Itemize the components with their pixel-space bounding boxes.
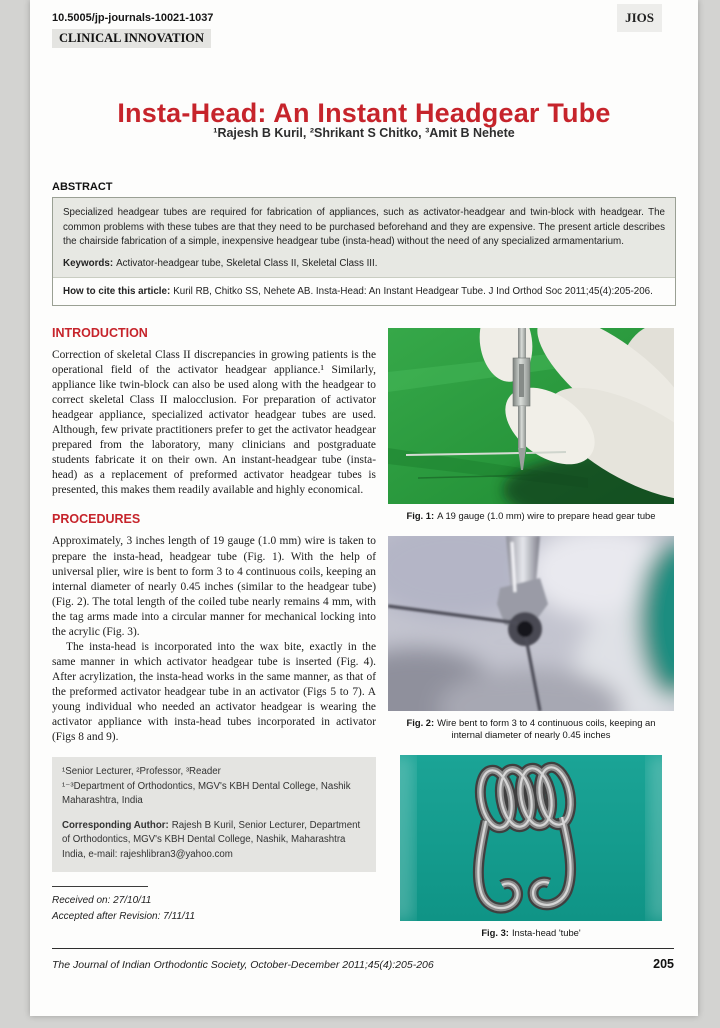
corresponding-author-label: Corresponding Author: [62, 819, 169, 831]
author-affiliation: ¹⁻³Department of Orthodontics, MGV's KBH Dental College, Nashik Maharashtra, India [62, 780, 351, 807]
journal-logo-badge: JIOS [617, 4, 662, 32]
article-title: Insta-Head: An Instant Headgear Tube [117, 98, 611, 129]
abstract-body: Specialized headgear tubes are required for fabrication of appliances, such as activator-headgear and twin-block with headgear. The common problems with these tubes are that they need to be purchased beforehand and they are expensive. The present article describes the chairside fabrication of a simple, inexpensive headgear tube (insta-head) without the need of any specialized armamentarium. [63, 207, 665, 248]
figure-1-label: Fig. 1: [406, 510, 435, 521]
figure-2 [388, 536, 674, 742]
procedures-paragraph-1: Approximately, 3 inches length of 19 gauge (1.0 mm) wire is taken to prepare the insta-head, headgear tube (Fig. 1). With the help of universal plier, wire is bent to form 3 to 4 continuous coils, keeping an internal diameter of nearly 0.45 inches (similar to the headgear tube) (Fig. 2). The total length of the coiled tube nearly remains 4 mm, with the tag arms made into a circular manner for mechanical locking into the acrylic (Fig. 3). [52, 535, 376, 638]
right-column [388, 328, 674, 953]
figure-3-label: Fig. 3: [481, 927, 509, 939]
keywords-text: Activator-headgear tube, Skeletal Class II, Skeletal Class III. [116, 258, 378, 270]
left-column [52, 326, 376, 924]
doi-text: 10.5005/jp-journals-10021-1037 [52, 12, 214, 24]
corresponding-author-text: Rajesh B Kuril, Senior Lecturer, Department of Orthodontics, MGV's KBH Dental College, Nashik, Maharashtra India, e-mail: rajeshlibran3@yahoo.com [62, 819, 361, 860]
dates-divider [52, 886, 148, 887]
citation-label: How to cite this article: [63, 286, 171, 298]
procedures-heading: PROCEDURES [52, 512, 141, 527]
manuscript-dates [52, 893, 376, 924]
figure-1-image [388, 328, 674, 504]
authors-line: ¹Rajesh B Kuril, ²Shrikant S Chitko, ³Amit B Nehete [213, 126, 515, 140]
accepted-date: Accepted after Revision: 7/11/11 [52, 910, 196, 922]
figure-2-caption: Fig. 2: Wire bent to form 3 to 4 continuous coils, keeping an internal diameter of nearly 0.45 inches [406, 716, 656, 741]
keywords-label: Keywords: [63, 258, 114, 270]
citation-line [53, 278, 675, 305]
introduction-heading: INTRODUCTION [52, 326, 148, 340]
article-category-badge: CLINICAL INNOVATION [52, 29, 211, 48]
received-date: Received on: 27/10/11 [52, 895, 152, 907]
author-roles: ¹Senior Lecturer, ²Professor, ³Reader [62, 766, 221, 778]
page-number: 205 [653, 957, 674, 971]
keywords-line [63, 258, 665, 269]
figure-3-image [400, 755, 662, 921]
corresponding-author-line [62, 819, 366, 863]
abstract-box [52, 197, 676, 306]
figure-3-caption: Fig. 3: Insta-head 'tube' [481, 927, 581, 939]
figure-3 [388, 755, 674, 940]
figure-2-image [388, 536, 674, 711]
abstract-gray-panel [53, 198, 675, 278]
introduction-paragraph: Correction of skeletal Class II discrepancies in growing patients is the operational field of the activator headgear appliance.¹ Similarly, appliance like twin-block can also be used along with the headgear to correct skeletal Class II malocclusion. For preparation of activator headgear appliance, specialized activator headgear tubes are used. Although, few private practitioners prefer to get the activator headgear prepared from the laboratory, many clinicians and postgraduate students fabricate it on their own. An instant-headgear tube (insta-head) as a replacement of preformed activator headgear tubes is presented, this makes them readily available and highly economical. [52, 349, 376, 497]
figure-1 [388, 328, 674, 523]
paper-sheet [30, 0, 698, 1016]
figure-2-label: Fig. 2: [406, 716, 435, 728]
journal-citation-line: The Journal of Indian Orthodontic Society, October-December 2011;45(4):205-206 [52, 959, 434, 971]
procedures-paragraph-2: The insta-head is incorporated into the wax bite, exactly in the same manner in which activator headgear tube is inserted (Fig. 4). After acrylization, the insta-head works in the same manner, as that of the preformed activator headgear tube in an activator (Figs 5 to 7). A young individual who needed an activator headgear is wearing the activator appliance with insta-head tubes incorporated in activator (Figs 8 and 9). [52, 640, 376, 744]
abstract-heading: ABSTRACT [52, 181, 113, 193]
page-footer [52, 957, 674, 971]
footer-divider [52, 948, 674, 949]
citation-text: Kuril RB, Chitko SS, Nehete AB. Insta-Head: An Instant Headgear Tube. J Ind Orthod Soc 2011;45(4):205-206. [173, 286, 653, 298]
figure-1-caption: Fig. 1: A 19 gauge (1.0 mm) wire to prepare head gear tube [406, 510, 656, 521]
author-footnote-box [52, 757, 376, 872]
